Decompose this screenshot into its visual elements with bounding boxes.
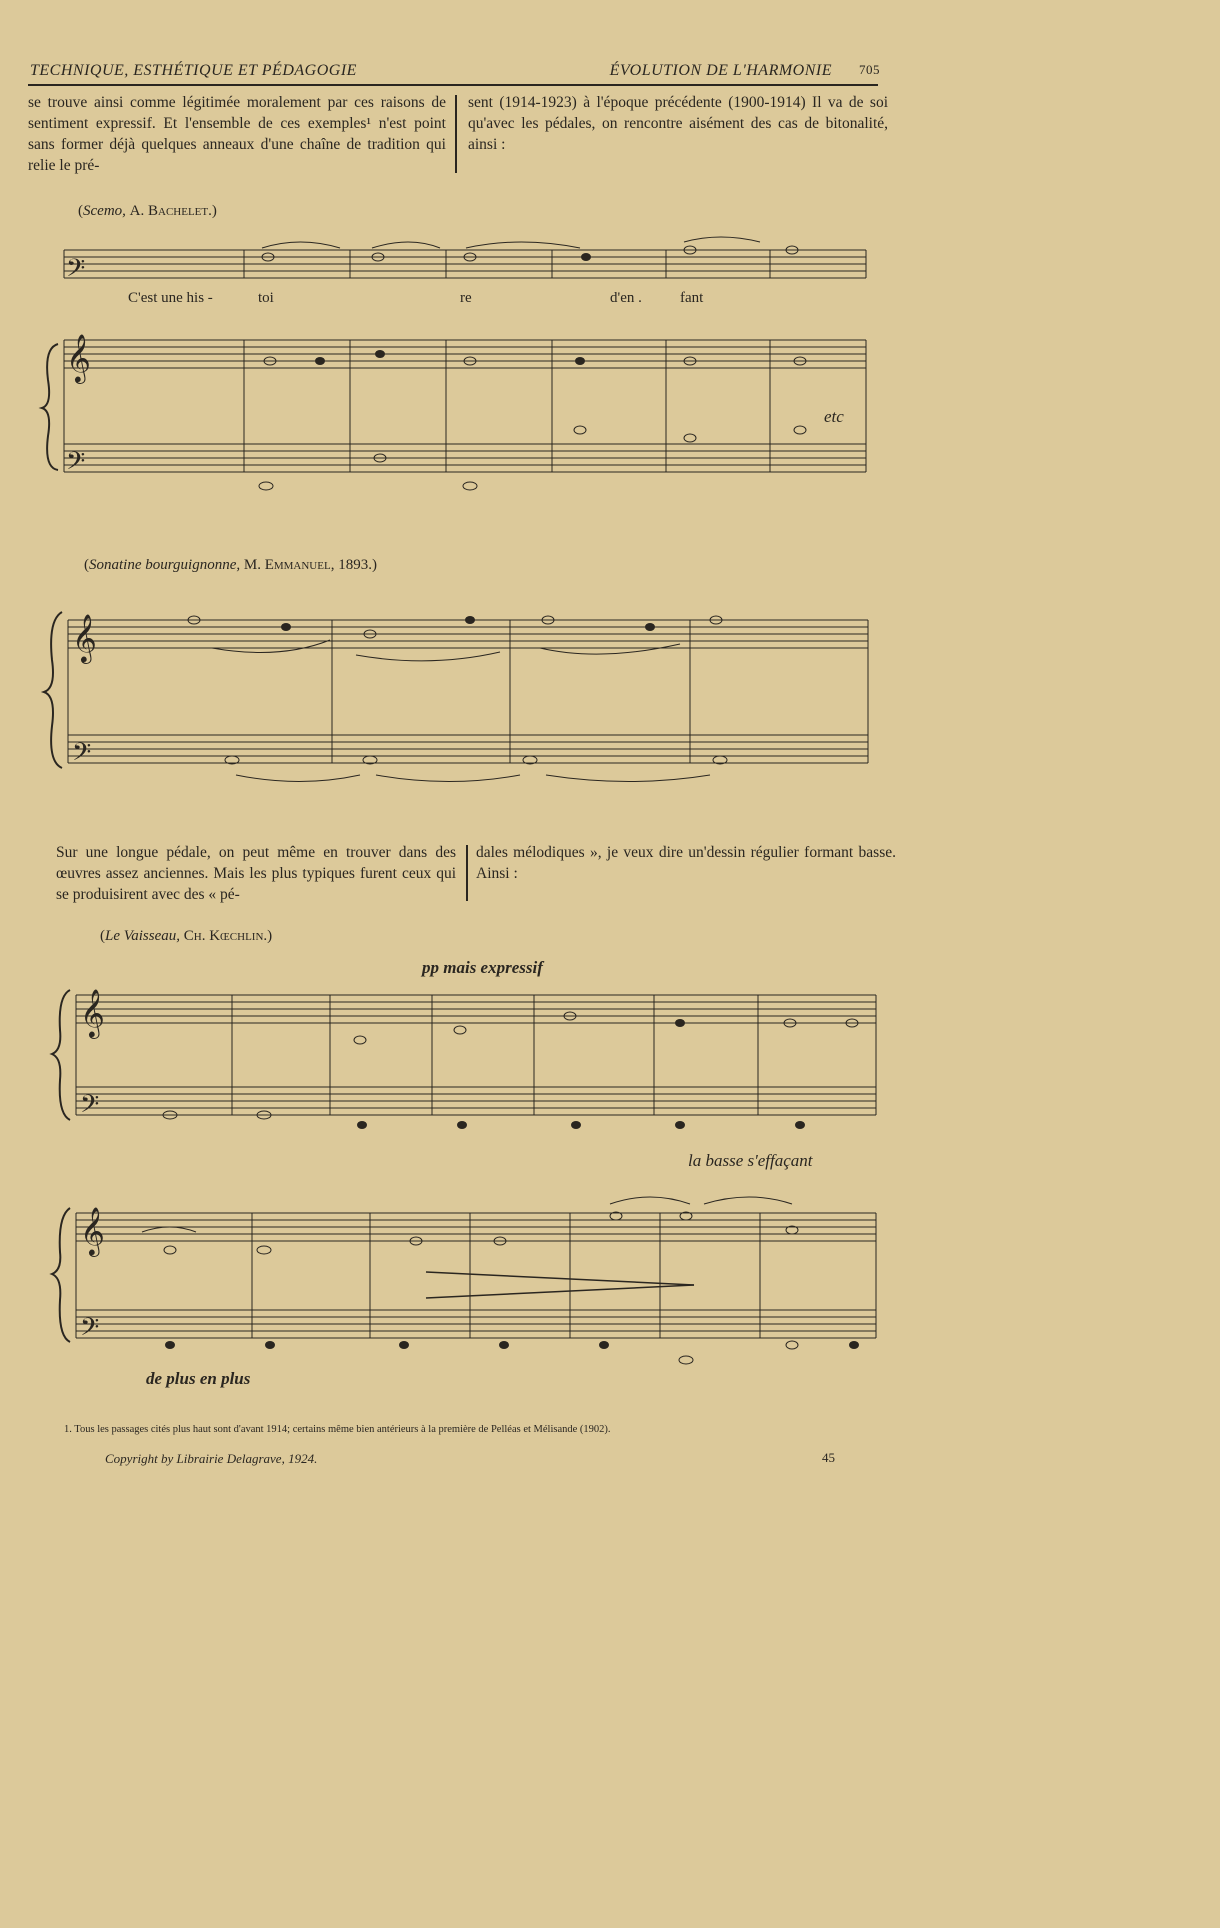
bass-clef-icon: 𝄢 [72,738,92,773]
example-2-title: Sonatine bourguignonne, [89,557,241,573]
middle-left-column: Sur une longue pédale, on peut même en trouver dans des œuvres assez anciennes. Mais les plus typiques furent ceux qui se produisirent avec des « pé- [56,844,456,903]
signature-mark: 45 [822,1450,835,1465]
example-2-treble-staff [68,620,868,648]
brace [52,1208,70,1342]
expression-marking: pp mais expressif [422,958,543,977]
diminuendo-hairpin [426,1285,694,1298]
footnote: 1. Tous les passages cités plus haut sont d'avant 1914; certains même bien antérieurs à la première de Pelléas et Mélisande (1902). [64,1424,611,1435]
example-3-caption: (Le Vaisseau, Ch. Kœchlin.) [100,928,273,944]
brace [42,344,58,470]
intro-right-column: sent (1914-1923) à l'époque précédente (1900-1914) Il va de soi qu'avec les pédales, on rencontre aisément des cas de bitonalité, ainsi : [468,94,888,153]
lyric-syllable: toi [258,290,274,306]
noteheads [163,246,859,1364]
intro-left-column: se trouve ainsi comme légitimée moralement par ces raisons de sentiment expressif. Et l'ensemble de ces exemples¹ n'est point sans former déjà quelques anneaux d'une chaîne de tradition qui relie le pré- [28,94,446,174]
bass-clef-icon: 𝄢 [66,254,86,289]
brace [44,612,62,768]
example-1-author: A. Bachelet. [129,203,212,219]
example-1-caption: (Scemo, A. Bachelet.) [78,203,217,219]
example-1-title: Scemo, [83,203,126,219]
expression-marking: la basse s'effaçant [688,1151,813,1170]
bass-clef-icon: 𝄢 [80,1313,100,1348]
bass-clef-icon: 𝄢 [80,1090,100,1125]
treble-clef-icon: 𝄞 [80,1206,105,1255]
treble-clef-icon: 𝄞 [72,613,97,662]
example-2-caption: (Sonatine bourguignonne, M. Emmanuel, 1893.) [84,557,377,573]
copyright: Copyright by Librairie Delagrave, 1924. [105,1451,318,1466]
example-3b-treble-staff [76,1213,876,1241]
example-3b-bass-staff [76,1310,876,1338]
lyric-syllable: d'en . [610,290,642,306]
example-2-year: 1893. [338,557,372,573]
example-3-bass-staff [76,1087,876,1115]
piano-bass-staff [64,444,866,472]
example-2-bass-staff [68,735,868,763]
running-head-right: ÉVOLUTION DE L'HARMONIE [609,62,832,79]
expression-marking: de plus en plus [146,1369,251,1388]
bass-clef-icon: 𝄢 [66,447,86,482]
example-3-title: Le Vaisseau, [105,928,180,944]
page-number: 705 [859,62,880,77]
treble-clef-icon: 𝄞 [66,333,91,382]
lyric-syllable: fant [680,290,704,306]
example-3-author: Ch. Kœchlin. [183,928,268,944]
lyric-syllable: C'est une his - [128,290,213,306]
etc-marking: etc [824,407,844,426]
brace [52,990,70,1120]
example-3-treble-staff [76,995,876,1023]
treble-clef-icon: 𝄞 [80,988,105,1037]
diminuendo-hairpin [426,1272,694,1285]
lyric-syllable: re [460,290,472,306]
middle-right-column: dales mélodiques », je veux dire un'dessin régulier formant basse. Ainsi : [476,844,896,882]
running-head-left: TECHNIQUE, ESTHÉTIQUE ET PÉDAGOGIE [30,62,357,79]
example-2-author: M. Emmanuel, [243,557,335,573]
